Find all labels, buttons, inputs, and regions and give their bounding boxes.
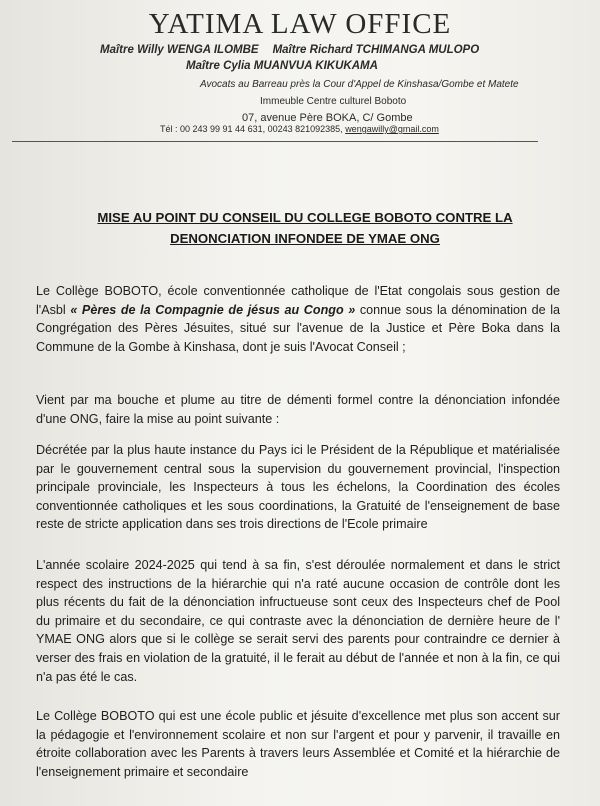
partner-name: Maître Cylia MUANVUA KIKUKAMA	[186, 60, 378, 72]
document-title: MISE AU POINT DU CONSEIL DU COLLEGE BOBOTO CONTRE LA DENONCIATION INFONDEE DE YMAE ONG	[97, 210, 513, 246]
bar-association-line: Avocats au Barreau près la Cour d'Appel de Kinshasa/Gombe et Matete	[200, 79, 519, 90]
paragraph-declaration: Vient par ma bouche et plume au titre de démenti formel contre la dénonciation infondée d'une ONG, faire la mise au point suivante :	[36, 393, 560, 426]
partners-line	[100, 44, 479, 56]
email-link[interactable]: wengawilly@gmail.com	[345, 124, 439, 134]
paragraph-text: Le Collège BOBOTO, école conventionnée catholique de l'Etat congolais sous gestion de l'Asbl	[36, 284, 560, 317]
paragraph-free-education: Décrétée par la plus haute instance du Pays ici le Président de la République et matérialisée par le gouvernement central sous la supervision du gouvernement provincial, l'inspection principale provinciale, les Inspecteurs à tous les échelons, la Coordination des écoles conventionnée catholiques et les sous coordinations, la Gratuité de l'enseignement de base reste de stricte application dans ses trois directions de l'Ecole primaire	[36, 443, 560, 532]
paragraph-excellence: Le Collège BOBOTO qui est une école public et jésuite d'excellence met plus son accent sur la pédagogie et l'environnement scolaire et non sur l'argent et pour y parvenir, il travaille en étroite collaboration avec les Parents à travers leurs Assemblée et Comité et la hiérarchie de l'enseignement primaire et secondaire	[36, 709, 560, 779]
address-line: 07, avenue Père BOKA, C/ Gombe	[242, 112, 413, 124]
building-line: Immeuble Centre culturel Boboto	[260, 96, 407, 107]
contact-line	[160, 124, 439, 134]
paragraph-text: connue sous la dénomination de la Congrégation des Pères Jésuites, situé sur l'avenue de la Justice et Père Boka dans la Commune de la Gombe à Kinshasa, dont je suis l'Avocat Conseil ;	[36, 302, 561, 354]
organization-name: « Pères de la Compagnie de jésus au Congo »	[70, 302, 356, 317]
paragraph-school-year: L'année scolaire 2024-2025 qui tend à sa fin, s'est déroulée normalement et dans le strict respect des instructions de la hiérarchie qui n'a raté aucune occasion de contrôle dont les plus récents du fait de la dénonciation infructueuse sont ceux des Inspecteurs chef de Pool du primaire et du secondaire, ce qui contraste avec la dénonciation de dernière heure de l' YMAE ONG alors que si le collège se serait servi des parents pour contraindre ce dernier à verser des frais en violation de la gratuité, il le ferait au début de l'année et non à la fin, ce qui n'a pas été le cas.	[36, 558, 560, 684]
partner-name: Maître Richard TCHIMANGA MULOPO	[272, 44, 480, 56]
letterhead-divider	[12, 141, 538, 142]
partner-name: Maître Willy WENGA ILOMBE	[100, 44, 259, 56]
phone-numbers: Tél : 00 243 99 91 44 631, 00243 821092385,	[160, 124, 343, 134]
paragraph-intro	[36, 282, 560, 356]
firm-name: YATIMA LAW OFFICE	[148, 8, 452, 40]
